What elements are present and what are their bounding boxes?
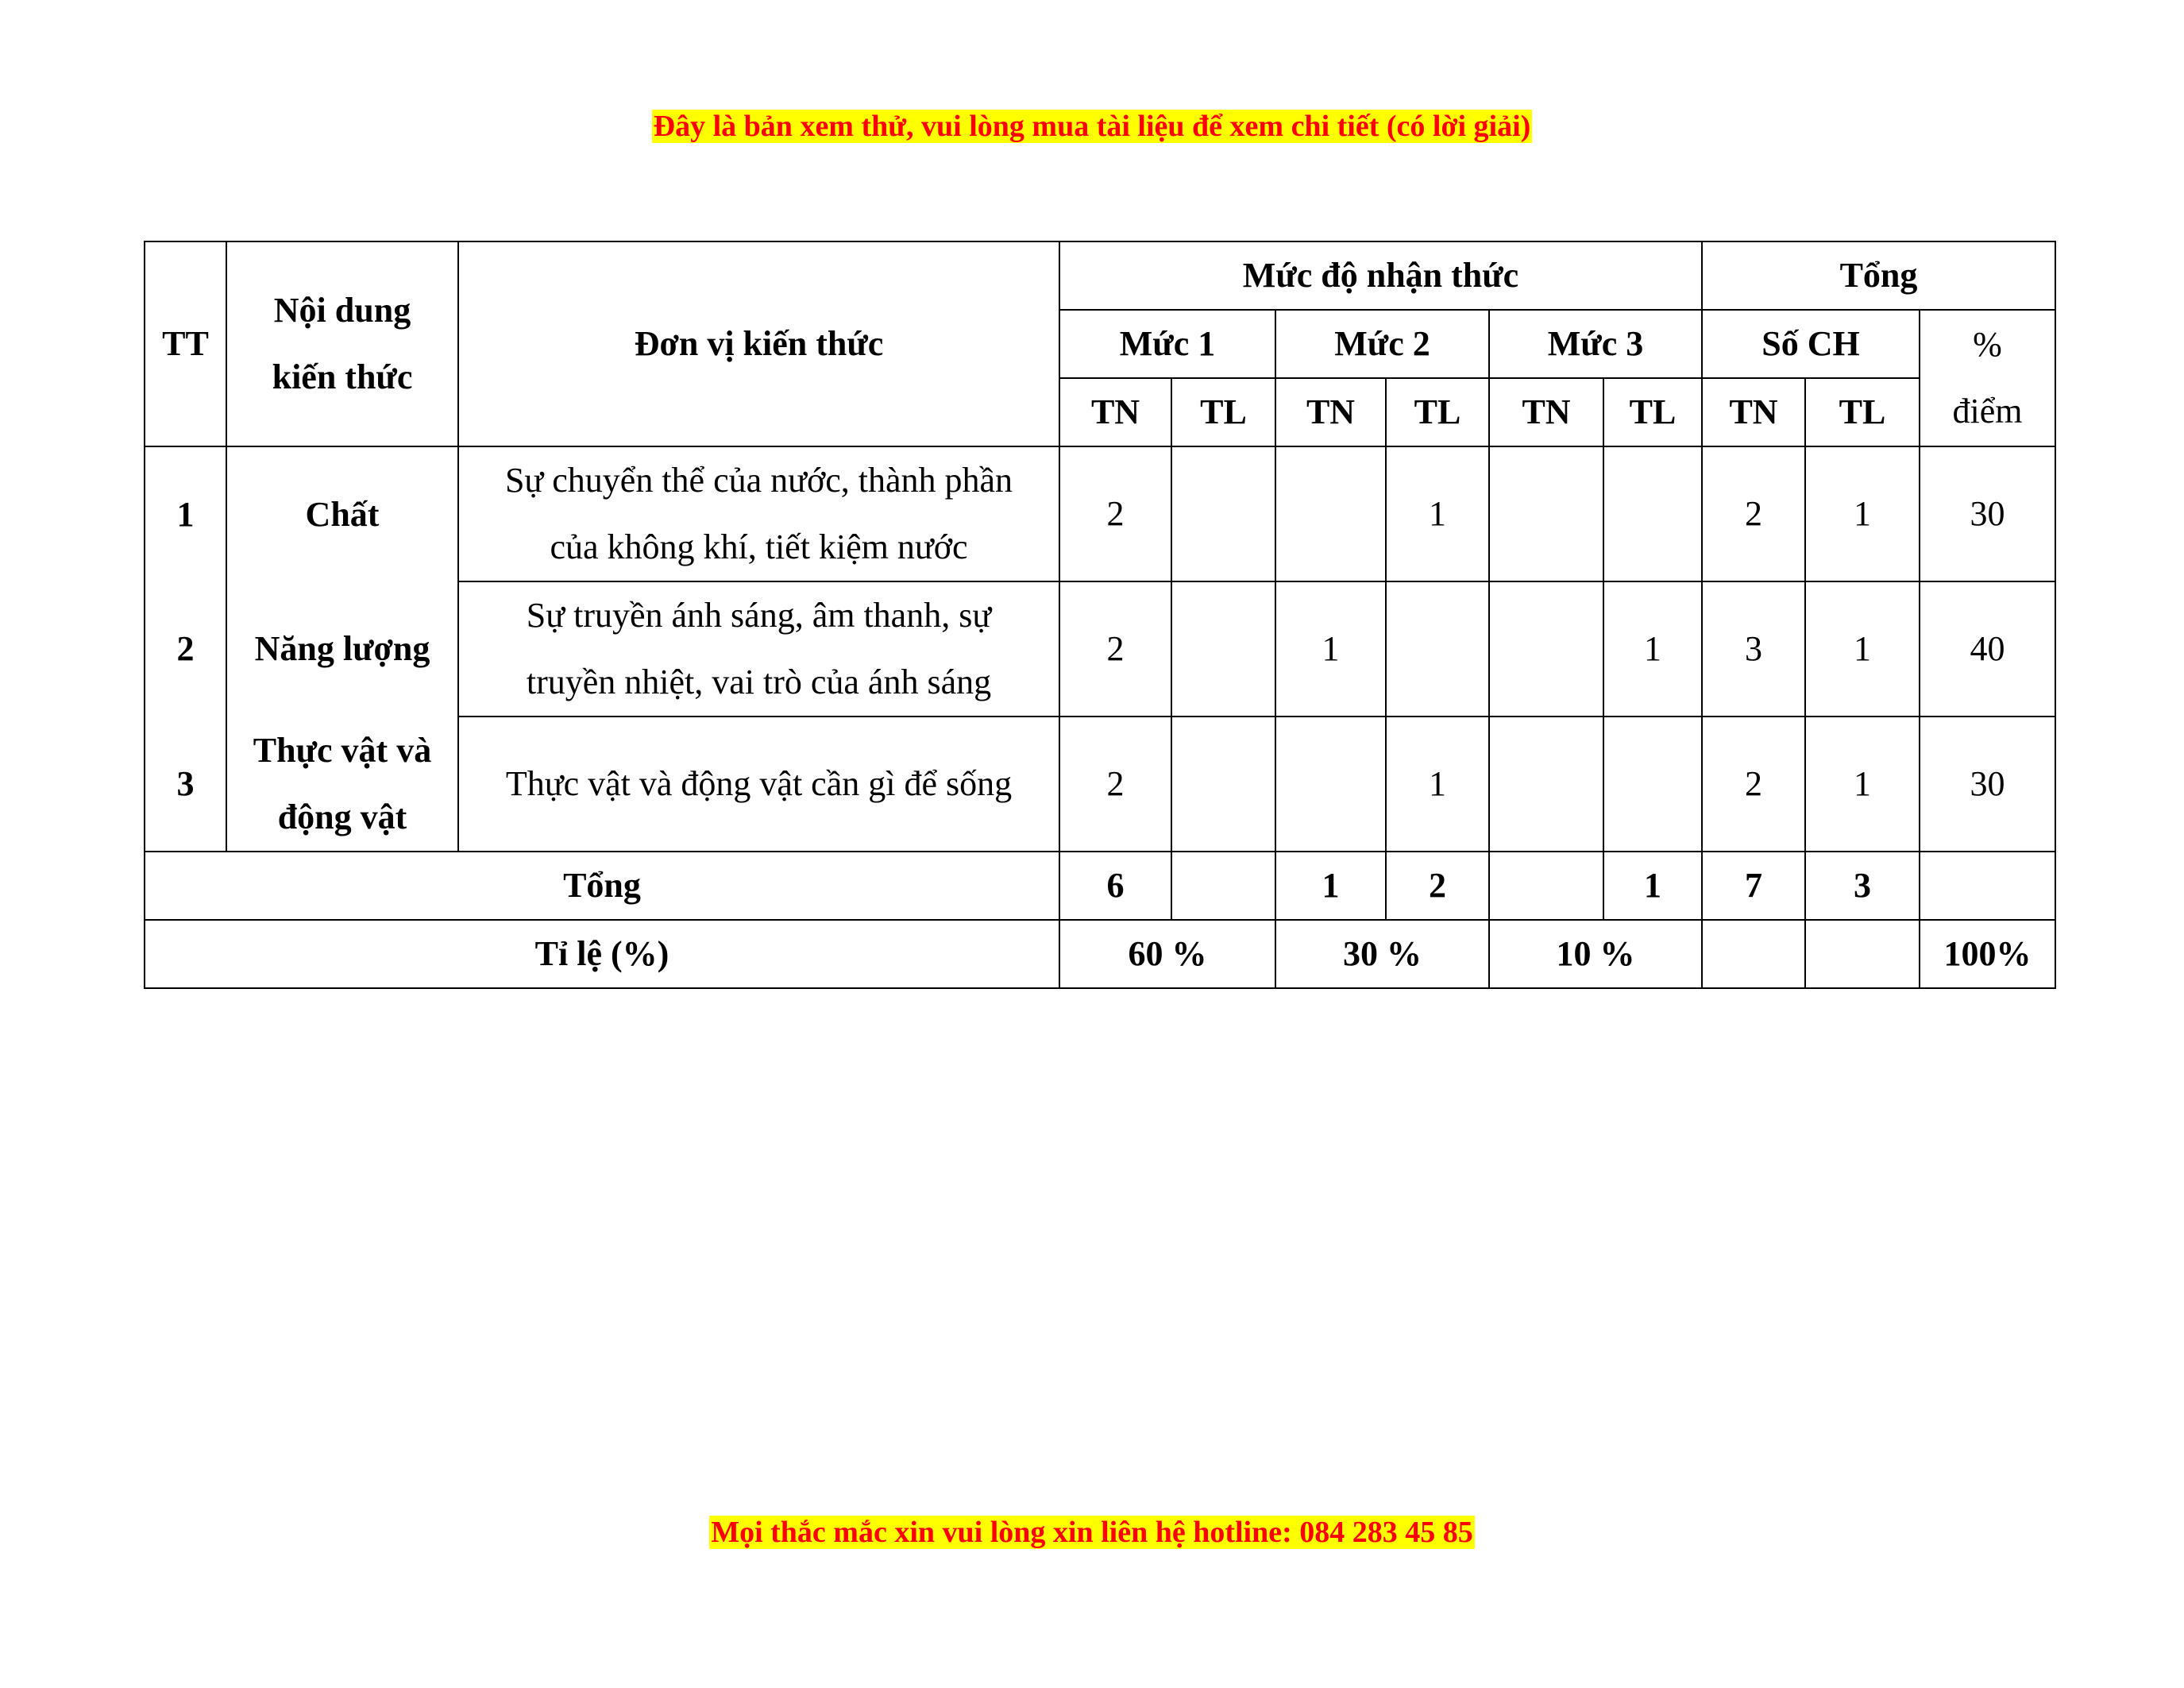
total-m1-tl: [1171, 852, 1275, 920]
cell-m2-tl: 1: [1386, 717, 1489, 852]
ratio-m3: 10 %: [1489, 920, 1702, 988]
ratio-m1: 60 %: [1059, 920, 1275, 988]
header-muc2: Mức 2: [1275, 310, 1489, 378]
ratio-tn: [1702, 920, 1805, 988]
preview-notice-text: Đây là bản xem thử, vui lòng mua tài liệu để xem chi tiết (có lời giải): [653, 110, 1531, 143]
header-m1-tn: TN: [1059, 378, 1171, 446]
table-row: [145, 581, 2055, 717]
cell-m2-tl: 1: [1386, 446, 1489, 581]
row-noi-dung: Thực vật và động vật: [226, 717, 458, 852]
cell-m1-tn: 2: [1059, 581, 1171, 717]
cell-m2-tn: [1275, 446, 1386, 581]
header-tong-tn: TN: [1702, 378, 1805, 446]
ratio-label: Tỉ lệ (%): [145, 920, 1059, 988]
header-m3-tl: TL: [1603, 378, 1702, 446]
cell-tong-tn: 3: [1702, 581, 1805, 717]
header-tong: Tổng: [1702, 241, 2055, 310]
cell-pct: 30: [1920, 446, 2055, 581]
cell-m3-tl: [1603, 717, 1702, 852]
cell-m2-tl: [1386, 581, 1489, 717]
header-tt: TT: [145, 241, 226, 446]
row-don-vi: Thực vật và động vật cần gì để sống: [458, 717, 1059, 852]
ratio-pct: 100%: [1920, 920, 2055, 988]
cell-tong-tl: 1: [1805, 446, 1920, 581]
cell-m2-tn: [1275, 717, 1386, 852]
assessment-matrix-table: [144, 241, 2056, 989]
cell-tong-tn: 2: [1702, 717, 1805, 852]
cell-m1-tn: 2: [1059, 446, 1171, 581]
header-tong-tl: TL: [1805, 378, 1920, 446]
cell-m3-tn: [1489, 446, 1603, 581]
header-m1-tl: TL: [1171, 378, 1275, 446]
ratio-tl: [1805, 920, 1920, 988]
total-m3-tn: [1489, 852, 1603, 920]
cell-m3-tl: [1603, 446, 1702, 581]
header-m2-tn: TN: [1275, 378, 1386, 446]
row-don-vi: Sự truyền ánh sáng, âm thanh, sự truyền nhiệt, vai trò của ánh sáng: [458, 581, 1059, 717]
cell-tong-tl: 1: [1805, 717, 1920, 852]
header-muc1: Mức 1: [1059, 310, 1275, 378]
cell-m1-tl: [1171, 717, 1275, 852]
cell-tong-tl: 1: [1805, 581, 1920, 717]
cell-m3-tn: [1489, 581, 1603, 717]
row-noi-dung: Chất: [226, 446, 458, 581]
cell-tong-tn: 2: [1702, 446, 1805, 581]
hotline-banner: [0, 1514, 2184, 1551]
cell-m3-tn: [1489, 717, 1603, 852]
ratio-m2: 30 %: [1275, 920, 1489, 988]
header-noi-dung: Nội dung kiến thức: [226, 241, 458, 446]
row-noi-dung: Năng lượng: [226, 581, 458, 717]
header-m2-tl: TL: [1386, 378, 1489, 446]
total-m2-tl: 2: [1386, 852, 1489, 920]
cell-m1-tn: 2: [1059, 717, 1171, 852]
total-m1-tn: 6: [1059, 852, 1171, 920]
header-muc-do: Mức độ nhận thức: [1059, 241, 1702, 310]
total-pct: [1920, 852, 2055, 920]
cell-m1-tl: [1171, 581, 1275, 717]
row-tt: 3: [145, 717, 226, 852]
cell-m3-tl: 1: [1603, 581, 1702, 717]
cell-m2-tn: 1: [1275, 581, 1386, 717]
ratio-row: [145, 920, 2055, 988]
header-don-vi: Đơn vị kiến thức: [458, 241, 1059, 446]
header-row-1: [145, 241, 2055, 310]
cell-pct: 40: [1920, 581, 2055, 717]
total-tn: 7: [1702, 852, 1805, 920]
hotline-text: Mọi thắc mắc xin vui lòng xin liên hệ hotline: 084 283 45 85: [711, 1516, 1473, 1549]
header-pct-diem: [1920, 310, 2055, 446]
header-pct: %: [1973, 325, 2002, 364]
total-tl: 3: [1805, 852, 1920, 920]
preview-notice-banner: [0, 108, 2184, 145]
table-row: [145, 446, 2055, 581]
total-label: Tổng: [145, 852, 1059, 920]
row-tt: 2: [145, 581, 226, 717]
table-row: [145, 717, 2055, 852]
header-muc3: Mức 3: [1489, 310, 1702, 378]
total-m2-tn: 1: [1275, 852, 1386, 920]
total-row: [145, 852, 2055, 920]
row-tt: 1: [145, 446, 226, 581]
header-diem: điểm: [1952, 392, 2023, 431]
header-m3-tn: TN: [1489, 378, 1603, 446]
cell-m1-tl: [1171, 446, 1275, 581]
row-don-vi: Sự chuyển thể của nước, thành phần của không khí, tiết kiệm nước: [458, 446, 1059, 581]
total-m3-tl: 1: [1603, 852, 1702, 920]
header-so-ch: Số CH: [1702, 310, 1920, 378]
cell-pct: 30: [1920, 717, 2055, 852]
